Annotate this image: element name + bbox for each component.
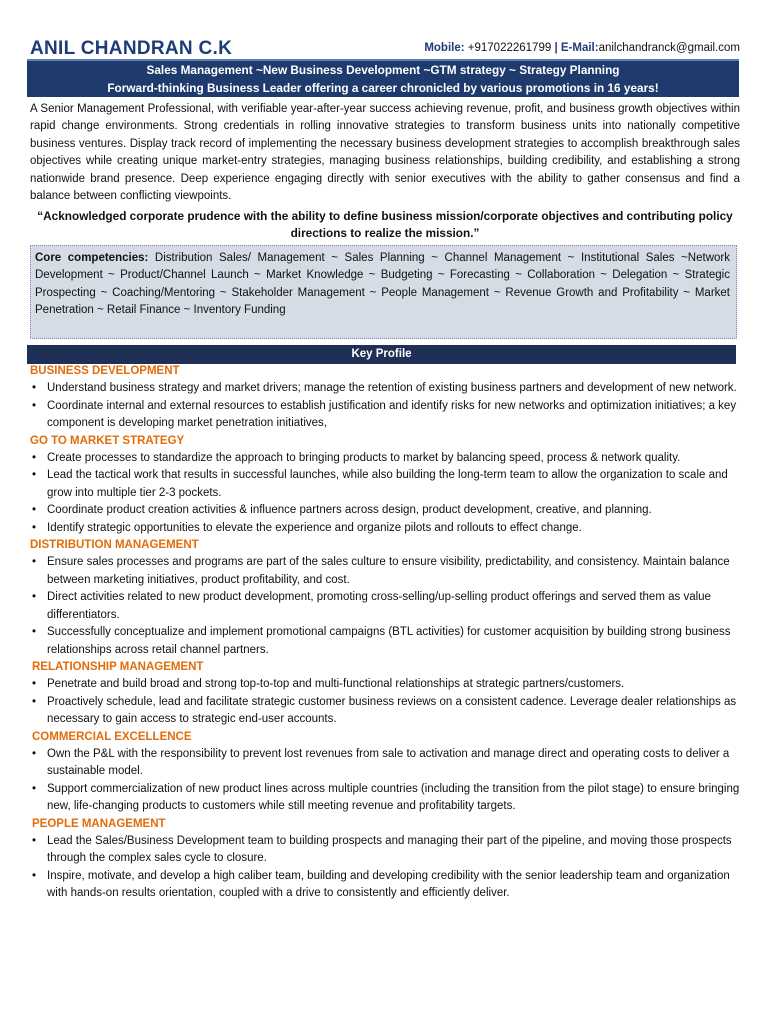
list-item: • Support commercialization of new product lines across multiple countries (including the transition from the pilot stage) to ensure bringing new, life-changing products to customers while still meeting revenue and profitability targets. [30,781,740,816]
headline-banner [27,59,739,97]
core-competencies-label: Core competencies: [35,252,149,264]
list-item: • Create processes to standardize the approach to bringing products to market by balancing speed, process & network quality. [30,450,740,467]
mobile-number: +917022261799 [467,41,552,54]
list-item: • Ensure sales processes and programs are part of the sales culture to ensure visibility, predictability, and consistency. Maintain balance between marketing initiatives, product profitability, and cost. [30,554,740,589]
candidate-name: ANIL CHANDRAN C.K [30,38,233,59]
section-title: PEOPLE MANAGEMENT [32,817,166,830]
list-item: • Coordinate product creation activities & influence partners across design, product development, creative, and planning. [30,502,740,519]
email-label: E-Mail: [560,41,599,54]
section-title: BUSINESS DEVELOPMENT [30,365,180,377]
list-item: • Inspire, motivate, and develop a high caliber team, building and developing credibility with the senior leadership team and organization with hands-on results orientation, coupled with a drive to consistently and efficiently deliver. [30,868,740,903]
list-item: • Proactively schedule, lead and facilitate strategic customer business reviews on a consistent cadence. Leverage dealer relationships as necessary to gain access to strategic end-user accounts. [30,694,740,729]
core-competencies-box [30,245,737,339]
section-title: RELATIONSHIP MANAGEMENT [32,660,204,673]
mobile-label: Mobile: [424,41,465,54]
contact-info [424,40,740,60]
list-item: • Successfully conceptualize and implement promotional campaigns (BTL activities) for customer acquisition by building strong business relationships across retail channel partners. [30,624,740,659]
professional-summary: A Senior Management Professional, with verifiable year-after-year success achieving revenue, profit, and business growth objectives within rapid change environments. Strong credentials in rolling innovative strategies to transform business units into nationally competitive business ventures. Display track record of implementing the necessary business development strategies to accomplish breakthrough sales objectives while creating unique market-entry strategies, managing business relationships, building credibility, and establishing a strong nationwide brand presence. Deep experience engaging directly with senior executives with the ability to gather consensus and find a balance between conflicting viewpoints. [30,103,740,203]
key-profile-heading: Key Profile [27,345,736,364]
key-profile-sections [30,363,740,903]
list-item: • Lead the Sales/Business Development team to building prospects and managing their part of the pipeline, and moving those prospects through the complex sales cycle to closure. [30,833,740,868]
list-item: • Coordinate internal and external resources to establish justification and identify risks for new networks and optimization initiatives; a key component is developing market penetration initiatives, [30,398,740,433]
resume-header [30,34,740,60]
section-relationship-management [30,659,740,729]
section-commercial-excellence [30,729,740,816]
section-people-management [30,816,740,903]
headline-line-2: Forward-thinking Business Leader offering a career chronicled by various promotions in 16 years! [107,80,659,95]
section-business-development [30,363,740,433]
highlight-quote: “Acknowledged corporate prudence with the ability to define business mission/corporate objectives and contributing policy directions to realize the mission.” [37,209,733,241]
list-item: • Own the P&L with the responsibility to prevent lost revenues from sale to activation and manage direct and operating costs to deliver a sustainable model. [30,746,740,781]
section-title: DISTRIBUTION MANAGEMENT [30,539,199,552]
section-title: GO TO MARKET STRATEGY [30,434,185,447]
email-address: anilchandranck@gmail.com [598,41,740,54]
list-item: • Understand business strategy and market drivers; manage the retention of existing business partners and development of new network. [30,380,740,397]
core-competencies-text: Distribution Sales/ Management ~ Sales Planning ~ Channel Management ~ Institutional Sales ~Network Development ~ Product/Channel Launch ~ Market Knowledge ~ Budgeting ~ Forecasting ~ Collaboration ~ Delegation ~ Strategic Prospecting ~ Coaching/Mentoring ~ Stakeholder Management ~ People Management ~ Revenue Growth and Profitability ~ Market Penetration ~ Retail Finance ~ Inventory Funding [35,252,730,317]
section-distribution-management [30,537,740,659]
list-item: • Identify strategic opportunities to elevate the experience and organize pilots and rollouts to effect change. [30,520,740,537]
headline-line-1: Sales Management ~New Business Development ~GTM strategy ~ Strategy Planning [146,63,620,77]
section-title: COMMERCIAL EXCELLENCE [32,730,192,743]
list-item: • Lead the tactical work that results in successful launches, while also building the long-term team to allow the organization to scale and grow into multiple tier 2-3 pockets. [30,467,740,502]
list-item: • Penetrate and build broad and strong top-to-top and multi-functional relationships at strategic partners/customers. [30,676,740,693]
contact-separator: | [554,41,558,54]
section-go-to-market [30,433,740,537]
list-item: • Direct activities related to new product development, promoting cross-selling/up-selling product offerings and served them as value differentiators. [30,589,740,624]
